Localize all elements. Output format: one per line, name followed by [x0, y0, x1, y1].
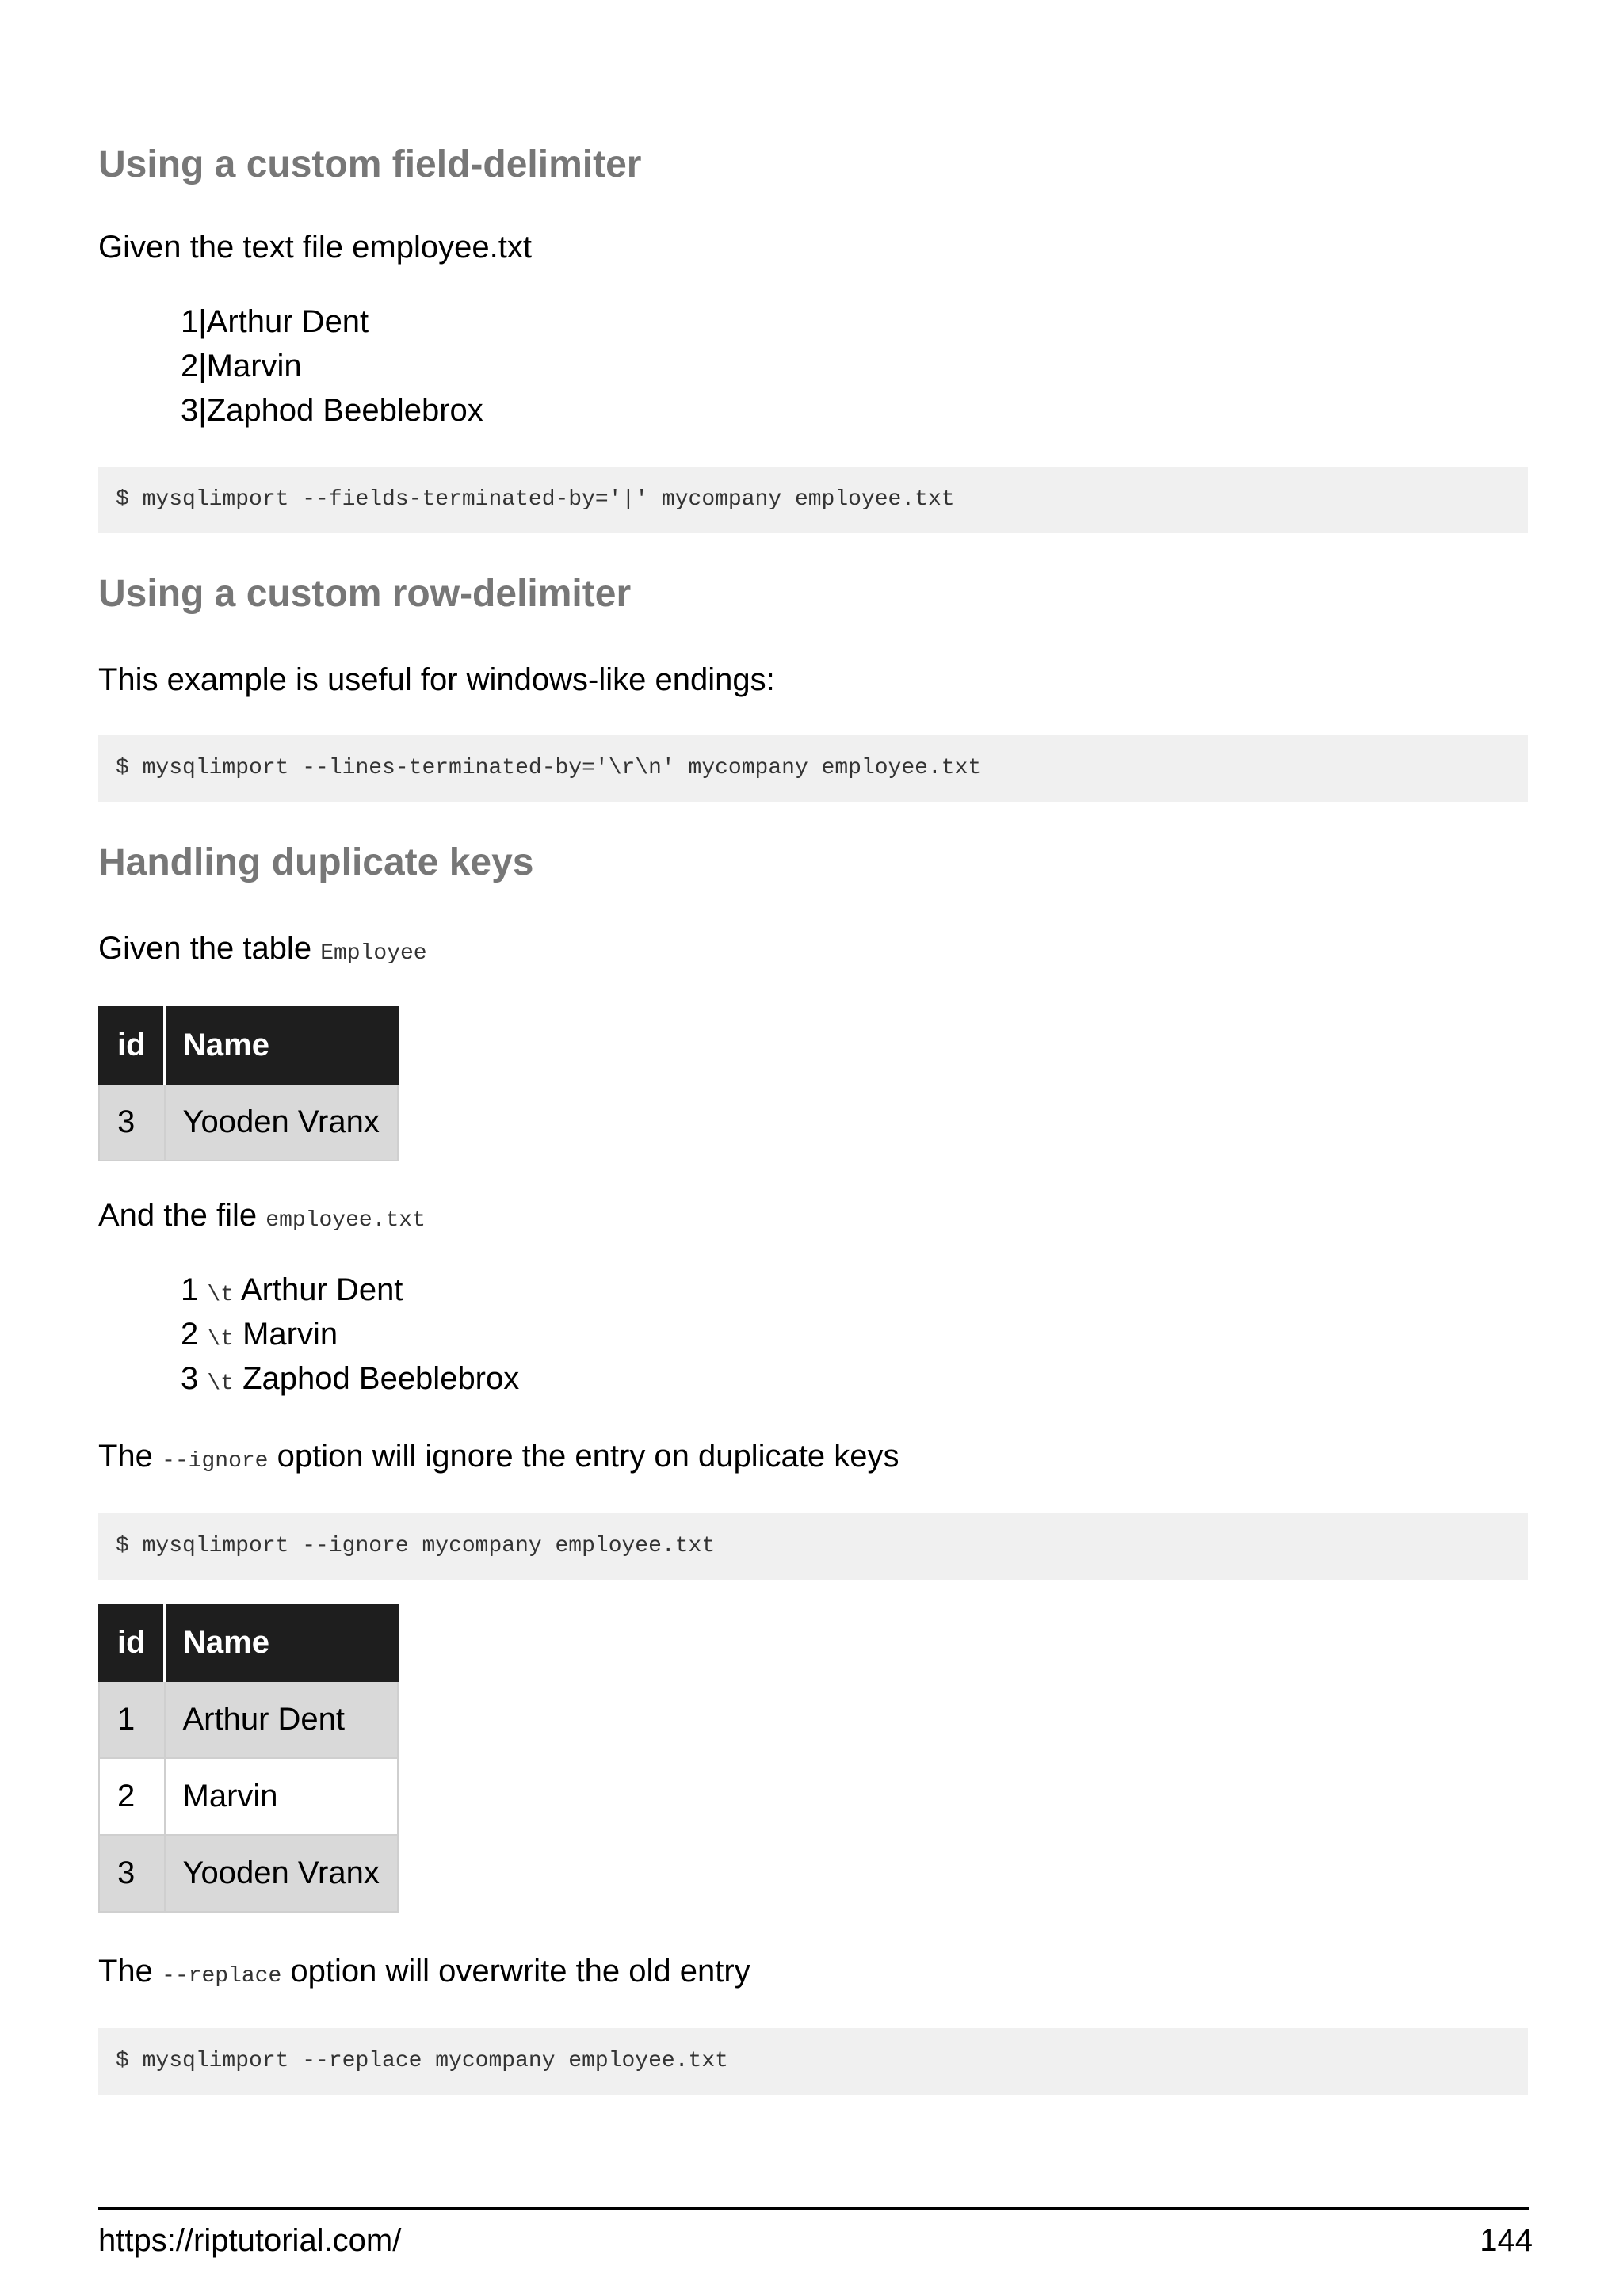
table-cell-id: 3 [99, 1835, 165, 1912]
paragraph-ignore-option [98, 1440, 899, 1473]
file-line-name: Marvin [242, 1317, 338, 1352]
file-line [181, 1268, 519, 1312]
table-header-name: Name [165, 1007, 398, 1084]
page-number: 144 [1480, 2223, 1533, 2258]
tab-escape: \t [207, 1283, 234, 1307]
tab-escape: \t [207, 1327, 234, 1352]
code-block-replace: $ mysqlimport --replace mycompany employee.txt [98, 2028, 1528, 2095]
file-line-name: Zaphod Beeblebrox [242, 1361, 520, 1396]
table-cell-name: Marvin [165, 1758, 398, 1835]
paragraph-text: option will ignore the entry on duplicate keys [277, 1439, 899, 1474]
employee-table-initial [98, 1006, 399, 1161]
table-row [99, 1681, 398, 1758]
file-line-id: 2 [181, 1317, 199, 1352]
table-header-id: id [99, 1604, 165, 1681]
file-line-name: Arthur Dent [240, 1272, 403, 1307]
file-line [181, 1312, 519, 1356]
table-header-name: Name [165, 1604, 398, 1681]
table-row [99, 1758, 398, 1835]
table-cell-id: 2 [99, 1758, 165, 1835]
file-contents-list-2 [181, 1268, 519, 1401]
table-cell-id: 3 [99, 1084, 165, 1161]
footer-divider [98, 2207, 1529, 2210]
paragraph-text: The [98, 1954, 153, 1989]
tab-escape: \t [207, 1371, 234, 1396]
paragraph-given-table [98, 933, 427, 965]
inline-code-ignore: --ignore [162, 1449, 269, 1474]
paragraph-text: The [98, 1439, 153, 1474]
inline-code-employee: Employee [320, 941, 427, 966]
file-line-id: 1 [181, 1272, 199, 1307]
section-heading-row-delimiter: Using a custom row-delimiter [98, 573, 632, 615]
paragraph-field-delimiter-intro: Given the text file employee.txt [98, 230, 532, 265]
paragraph-text: Given the table [98, 931, 312, 966]
code-block-ignore: $ mysqlimport --ignore mycompany employee.txt [98, 1513, 1528, 1580]
table-cell-name: Yooden Vranx [165, 1835, 398, 1912]
file-line: 3|Zaphod Beeblebrox [181, 393, 483, 428]
inline-code-employee-txt: employee.txt [265, 1208, 426, 1233]
table-header-row [99, 1007, 398, 1084]
table-cell-name: Arthur Dent [165, 1681, 398, 1758]
section-heading-field-delimiter: Using a custom field-delimiter [98, 143, 642, 185]
table-row [99, 1835, 398, 1912]
file-line: 2|Marvin [181, 349, 302, 383]
paragraph-replace-option [98, 1955, 750, 1988]
file-line-id: 3 [181, 1361, 199, 1396]
paragraph-and-the-file [98, 1199, 426, 1232]
paragraph-row-delimiter-intro: This example is useful for windows-like endings: [98, 662, 775, 697]
file-contents-list-1 [181, 299, 483, 433]
table-header-row [99, 1604, 398, 1681]
employee-table-after-ignore [98, 1604, 399, 1913]
paragraph-text: And the file [98, 1198, 258, 1233]
inline-code-replace: --replace [162, 1964, 282, 1989]
table-cell-id: 1 [99, 1681, 165, 1758]
code-block-lines-terminated: $ mysqlimport --lines-terminated-by='\r\n' mycompany employee.txt [98, 735, 1528, 802]
section-heading-duplicate-keys: Handling duplicate keys [98, 841, 534, 883]
file-line: 1|Arthur Dent [181, 304, 369, 339]
code-block-fields-terminated: $ mysqlimport --fields-terminated-by='|' mycompany employee.txt [98, 467, 1528, 533]
file-line [181, 1356, 519, 1401]
paragraph-text: option will overwrite the old entry [290, 1954, 750, 1989]
table-row [99, 1084, 398, 1161]
table-header-id: id [99, 1007, 165, 1084]
table-cell-name: Yooden Vranx [165, 1084, 398, 1161]
footer-url: https://riptutorial.com/ [98, 2223, 402, 2258]
